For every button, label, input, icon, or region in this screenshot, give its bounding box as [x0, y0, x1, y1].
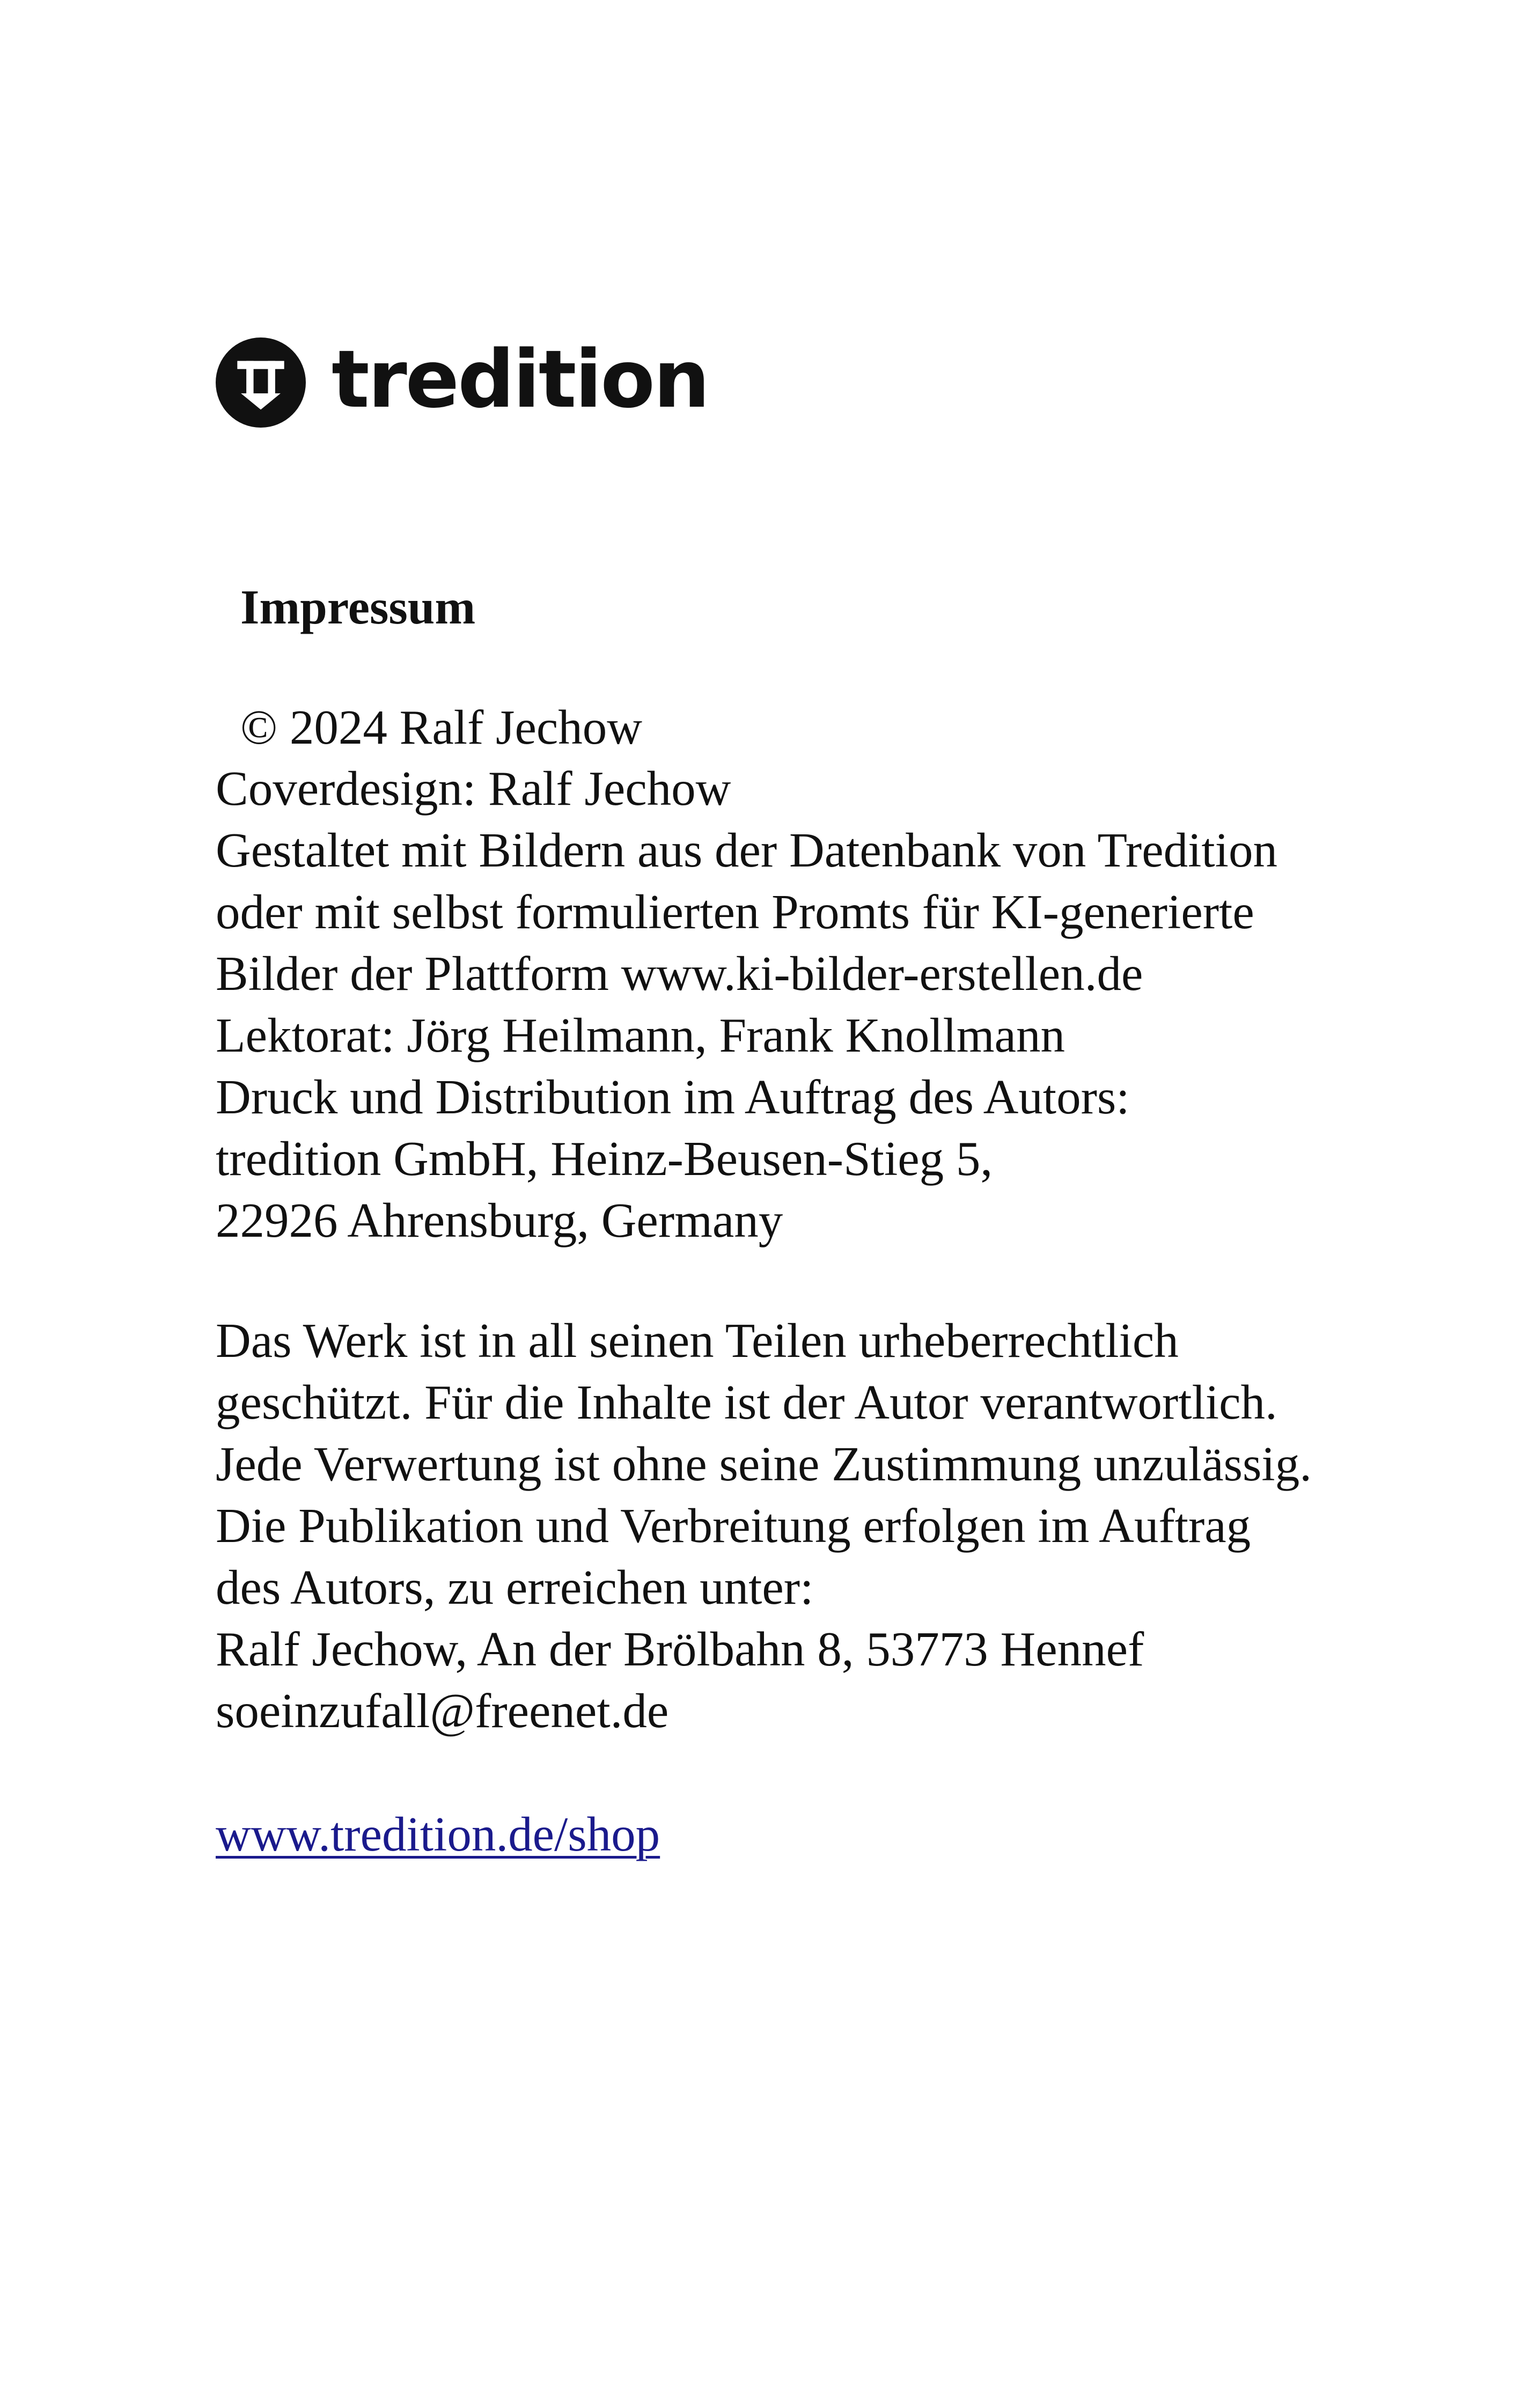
credits-line: Lektorat: Jörg Heilmann, Frank Knollmann	[216, 1008, 1065, 1062]
credits-block	[216, 758, 1277, 1251]
credits-line: oder mit selbst formulierten Promts für KI-generierte	[216, 885, 1254, 939]
legal-line: soeinzufall@freenet.de	[216, 1684, 669, 1738]
legal-line: geschützt. Für die Inhalte ist der Autor verantwortlich.	[216, 1375, 1277, 1429]
tredition-logo	[216, 333, 709, 428]
credits-line: tredition GmbH, Heinz-Beusen-Stieg 5,	[216, 1132, 993, 1186]
legal-line: Jede Verwertung ist ohne seine Zustimmung unzulässig.	[216, 1437, 1312, 1491]
legal-line: des Autors, zu erreichen unter:	[216, 1560, 814, 1614]
credits-line: 22926 Ahrensburg, Germany	[216, 1193, 783, 1247]
legal-block	[216, 1310, 1312, 1742]
logo-wordmark: tredition	[332, 333, 709, 425]
legal-line: Ralf Jechow, An der Brölbahn 8, 53773 Hennef	[216, 1622, 1144, 1676]
credits-line: Bilder der Plattform www.ki-bilder-erstellen.de	[216, 946, 1143, 1001]
credits-line: Druck und Distribution im Auftrag des Autors:	[216, 1070, 1130, 1124]
page-title: Impressum	[240, 580, 476, 634]
shop-link[interactable]: www.tredition.de/shop	[216, 1807, 660, 1861]
legal-line: Die Publikation und Verbreitung erfolgen im Auftrag	[216, 1499, 1251, 1553]
credits-line: Gestaltet mit Bildern aus der Datenbank von Tredition	[216, 823, 1277, 877]
copyright-line: © 2024 Ralf Jechow	[240, 700, 642, 754]
tredition-logo-icon	[216, 337, 306, 428]
credits-line: Coverdesign: Ralf Jechow	[216, 761, 731, 816]
legal-line: Das Werk ist in all seinen Teilen urheberrechtlich	[216, 1313, 1179, 1368]
